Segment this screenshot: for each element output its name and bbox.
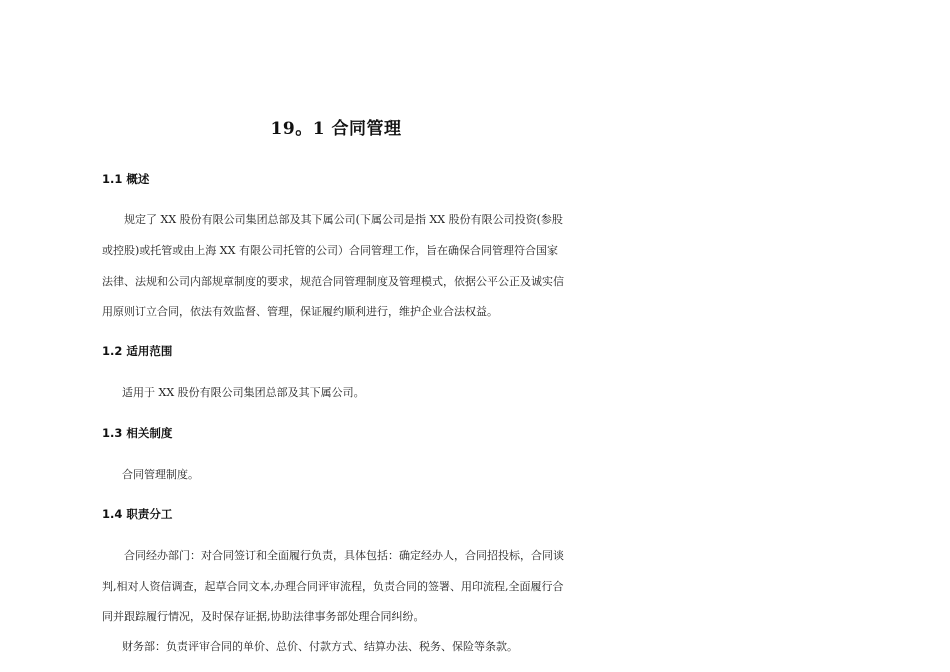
paragraph-line: 同并跟踪履行情况，及时保存证据,协助法律事务部处理合同纠纷。: [102, 610, 425, 623]
section-heading-responsibilities: 1.4 职责分工: [102, 507, 173, 521]
section-heading-scope: 1.2 适用范围: [102, 344, 173, 358]
paragraph-line: 判,相对人资信调查，起草合同文本,办理合同评审流程，负责合同的签署、用印流程,全面履行合: [102, 580, 564, 593]
section-heading-overview: 1.1 概述: [102, 172, 150, 186]
paragraph-line: 规定了 XX 股份有限公司集团总部及其下属公司(下属公司是指 XX 股份有限公司投资(参股: [124, 213, 563, 226]
paragraph-line: 财务部：负责评审合同的单价、总价、付款方式、结算办法、税务、保险等条款。: [122, 640, 518, 653]
section-heading-related-rules: 1.3 相关制度: [102, 426, 173, 440]
paragraph-line: 合同管理制度。: [122, 468, 199, 481]
paragraph-line: 法律、法规和公司内部规章制度的要求，规范合同管理制度及管理模式，依据公平公正及诚实信: [102, 275, 564, 288]
paragraph-line: 或控股)或托管或由上海 XX 有限公司托管的公司）合同管理工作，旨在确保合同管理符合国家: [102, 244, 558, 257]
paragraph-line: 合同经办部门：对合同签订和全面履行负责，具体包括：确定经办人，合同招投标，合同谈: [124, 549, 564, 562]
document-title: 19。1 合同管理: [270, 119, 402, 139]
paragraph-line: 适用于 XX 股份有限公司集团总部及其下属公司。: [122, 386, 365, 399]
paragraph-line: 用原则订立合同，依法有效监督、管理，保证履约顺利进行，维护企业合法权益。: [102, 305, 498, 318]
